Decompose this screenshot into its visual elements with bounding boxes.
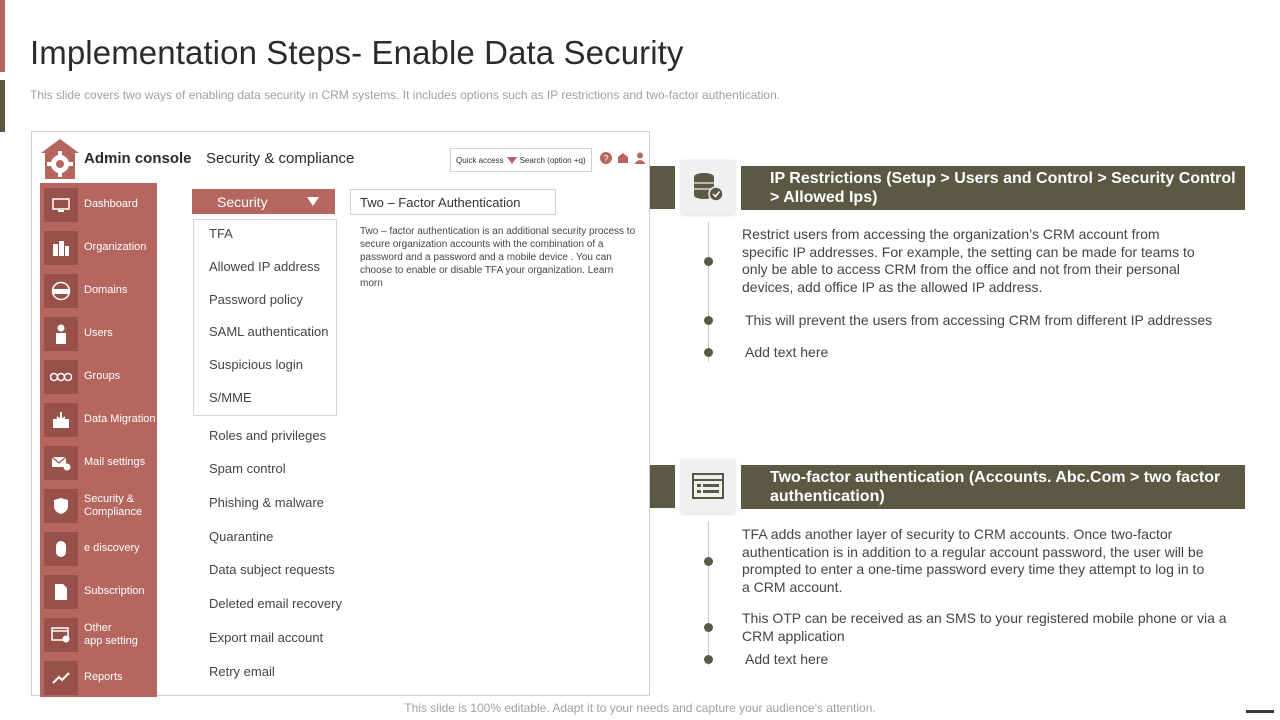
menu-item-phishing[interactable]: Phishing & malware xyxy=(209,495,324,510)
page-subtitle: This slide covers two ways of enabling data security in CRM systems. It includes options such as IP restrictions and two-factor authentication. xyxy=(30,88,781,102)
sidebar-item-domains[interactable] xyxy=(40,269,157,312)
home-gear-icon xyxy=(40,138,80,180)
section-2-bullet-1 xyxy=(704,557,713,566)
sidebar-item-other-app-setting[interactable] xyxy=(40,613,157,656)
footer-note: This slide is 100% editable. Adapt it to your needs and capture your audience’s attention. xyxy=(404,701,876,715)
submenu-item-password-policy[interactable]: Password policy xyxy=(209,292,303,307)
tfa-heading: Two – Factor Authentication xyxy=(350,189,556,215)
sidebar-item-label: Mail settings xyxy=(84,456,146,468)
page-title: Implementation Steps- Enable Data Security xyxy=(30,34,684,71)
menu-item-data-subject[interactable]: Data subject requests xyxy=(209,562,335,577)
help-icon[interactable] xyxy=(600,152,612,164)
section-2-bullet-2 xyxy=(704,623,713,632)
section-1-bullet-2 xyxy=(704,316,713,325)
accent-bar-red xyxy=(0,0,5,72)
corner-line xyxy=(1246,710,1274,713)
sidebar-item-e-discovery[interactable] xyxy=(40,527,157,570)
building-icon xyxy=(44,231,78,265)
sidebar-item-label: Groups xyxy=(84,370,121,382)
section-2-heading: Two-factor authentication (Accounts. Abc.Com > two factor authentication) xyxy=(741,465,1245,509)
sidebar-item-users[interactable] xyxy=(40,312,157,355)
window-gear-icon xyxy=(44,618,78,652)
top-icons xyxy=(600,152,646,164)
section-2-timeline xyxy=(708,521,709,666)
submenu-item-tfa[interactable]: TFA xyxy=(209,226,233,241)
quick-access-label[interactable]: Quick access xyxy=(456,155,504,165)
accent-bar-olive xyxy=(0,80,5,132)
sidebar-item-data-migration[interactable] xyxy=(40,398,157,441)
group-icon xyxy=(44,360,78,394)
bell-icon[interactable] xyxy=(617,152,629,164)
sidebar-item-label: Organization xyxy=(84,241,147,253)
database-shield-icon xyxy=(681,160,735,214)
section-2-left-bar xyxy=(650,465,675,508)
sidebar-item-reports[interactable] xyxy=(40,656,157,699)
section-2-point-2: This OTP can be received as an SMS to your registered mobile phone or via a CRM application xyxy=(742,610,1227,644)
submenu-item-smme[interactable]: S/MME xyxy=(209,390,252,405)
menu-item-retry-email[interactable]: Retry email xyxy=(209,664,275,679)
submenu-item-allowed-ip[interactable]: Allowed IP address xyxy=(209,259,321,274)
section-2-point-1: TFA adds another layer of security to CRM accounts. Once two-factor authentication is in addition to a regular account password, the user will be prompted to enter a one-time password every time they attempt to log in to a CRM account. xyxy=(742,526,1205,595)
submenu-item-saml[interactable]: SAML authentication xyxy=(209,324,329,339)
tfa-description: Two – factor authentication is an additional security process to secure organization accounts with the combination of a password and a password and a mobile device . You can choose to enable or disable TFA your organization. Learn morn xyxy=(360,226,636,289)
section-1-heading: IP Restrictions (Setup > Users and Control > Security Control > Allowed Ips) xyxy=(741,166,1245,210)
sidebar-item-label: Subscription xyxy=(84,585,145,597)
admin-console-panel xyxy=(31,131,650,696)
security-compliance-title: Security & compliance xyxy=(206,150,355,167)
sidebar-item-organization[interactable] xyxy=(40,226,157,269)
sidebar-item-label: e discovery xyxy=(84,542,140,554)
sidebar-item-security-compliance[interactable] xyxy=(40,484,157,527)
chevron-down-icon[interactable] xyxy=(507,157,517,164)
user-icon xyxy=(44,317,78,351)
security-dropdown-label[interactable]: Security xyxy=(217,193,268,210)
document-icon xyxy=(44,575,78,609)
security-submenu xyxy=(193,219,337,416)
mouse-icon xyxy=(44,532,78,566)
sidebar-item-label: Dashboard xyxy=(84,198,138,210)
sidebar-item-label: Users xyxy=(84,327,113,339)
sidebar-item-label: Security & Compliance xyxy=(84,492,143,518)
sidebar-item-label: Other app setting xyxy=(84,621,138,647)
user-icon[interactable] xyxy=(634,152,646,164)
sidebar-item-groups[interactable] xyxy=(40,355,157,398)
sidebar-item-label: Domains xyxy=(84,284,128,296)
globe-icon xyxy=(44,274,78,308)
sidebar-item-subscription[interactable] xyxy=(40,570,157,613)
submenu-item-suspicious-login[interactable]: Suspicious login xyxy=(209,357,303,372)
section-1-point-3: Add text here xyxy=(745,344,829,360)
sidebar-item-mail-settings[interactable] xyxy=(40,441,157,484)
section-1-bullet-3 xyxy=(704,348,713,357)
section-1-bullet-1 xyxy=(704,257,713,266)
section-2-bullet-3 xyxy=(704,655,713,664)
svg-text:?: ? xyxy=(603,153,609,164)
trend-icon xyxy=(44,661,78,695)
section-1-timeline xyxy=(708,222,709,362)
server-card-icon xyxy=(681,459,735,513)
menu-item-spam[interactable]: Spam control xyxy=(209,461,286,476)
section-1-left-bar xyxy=(650,166,675,209)
menu-item-roles[interactable]: Roles and privileges xyxy=(209,428,327,443)
mail-gear-icon xyxy=(44,446,78,480)
download-icon xyxy=(44,403,78,437)
menu-item-deleted-email[interactable]: Deleted email recovery xyxy=(209,596,342,611)
sidebar xyxy=(40,183,157,697)
quick-access-search[interactable] xyxy=(450,148,592,172)
search-input[interactable]: Search (option +q) xyxy=(519,155,586,165)
admin-console-title: Admin console xyxy=(84,150,192,167)
sidebar-item-label: Reports xyxy=(84,671,123,683)
sidebar-item-dashboard[interactable] xyxy=(40,183,157,226)
section-1-point-1: Restrict users from accessing the organization’s CRM account from specific IP addresses. For example, the setting can be made for teams to only be able to access CRM from the office and not from their personal devices, add office IP as the allowed IP address. xyxy=(742,226,1195,295)
shield-icon xyxy=(44,489,78,523)
dashboard-icon xyxy=(44,188,78,222)
chevron-down-icon[interactable] xyxy=(307,197,319,206)
section-1-point-2: This will prevent the users from accessing CRM from different IP addresses xyxy=(745,312,1213,328)
menu-item-quarantine[interactable]: Quarantine xyxy=(209,529,274,544)
security-dropdown[interactable] xyxy=(192,189,335,214)
menu-item-export-mail[interactable]: Export mail account xyxy=(209,630,324,645)
section-2-point-3: Add text here xyxy=(745,651,829,667)
sidebar-item-label: Data Migration xyxy=(84,413,156,425)
